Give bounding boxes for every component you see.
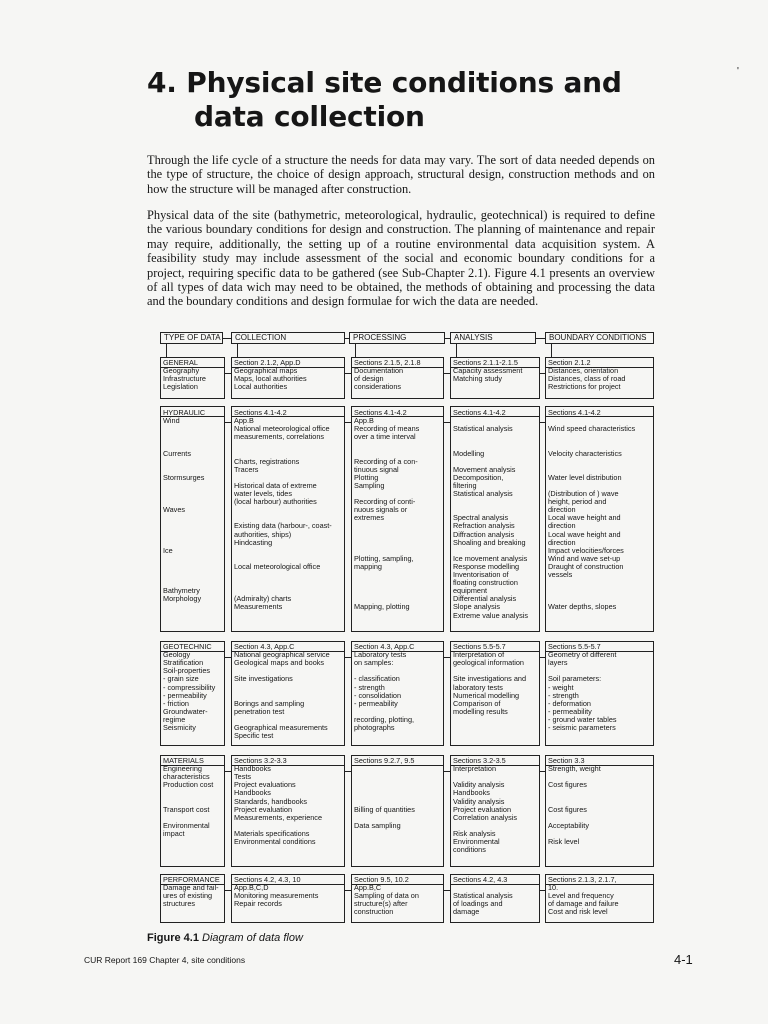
cell-heading: Section 2.1.2, App.D [234, 358, 301, 367]
cell-line: Statistical analysis [453, 489, 513, 498]
cell-line: Specific test [234, 731, 274, 741]
cell-line: Materials specifications [234, 828, 310, 838]
cell-line: ures of existing [163, 891, 213, 901]
cell-line: Wind and wave set-up [548, 553, 621, 563]
cell-line: Wind speed characteristics [548, 424, 636, 434]
cell-line: Currents [163, 448, 191, 458]
cell-line: Maps, local authorities [234, 374, 307, 384]
cell-line: photographs [354, 723, 395, 732]
cell-line: impact [163, 828, 185, 838]
cell-line: - deformation [548, 698, 591, 708]
cell-line: Differential analysis [453, 594, 517, 604]
cell-heading: GENERAL [163, 358, 198, 367]
cell-heading: Sections 4.2, 4.3, 10 [234, 875, 301, 884]
cell-line: - classification [354, 674, 400, 684]
cell-line: Project evaluation [453, 804, 512, 814]
cell-heading: Sections 2.1.3, 2.1.7, [548, 875, 617, 884]
column-connector [225, 422, 231, 423]
cell-line: - friction [163, 698, 189, 708]
cell-line: Plotting, sampling, [354, 553, 414, 563]
column-header: PROCESSING [349, 332, 445, 344]
cell-line: Geography [163, 366, 200, 376]
cell-line: Movement analysis [453, 464, 516, 474]
column-connector [225, 657, 231, 658]
cell-heading: Section 4.3, App.C [234, 642, 295, 651]
cell-heading: Sections 2.1.1-2.1.5 [453, 358, 518, 367]
footer-report: CUR Report 169 Chapter 4, site conditions [84, 955, 246, 965]
column-connector [540, 373, 545, 374]
cell-line: Recording of conti- [354, 497, 416, 507]
cell-heading: Sections 3.2-3.3 [234, 756, 287, 765]
cell-line: App.B [234, 416, 254, 426]
cell-line: Charts, registrations [234, 456, 300, 466]
cell-heading: Sections 4.1-4.2 [234, 408, 287, 417]
cell-line: Distances, orientation [548, 366, 619, 376]
header-connector [536, 338, 545, 339]
cell-line: - permeability [354, 698, 398, 708]
cell-line: over a time interval [354, 432, 416, 442]
cell-line: Shoaling and breaking [453, 537, 526, 547]
column-connector [444, 373, 450, 374]
cell-line: Comparison of [453, 698, 501, 708]
column-connector [225, 771, 231, 772]
cell-line: Sampling [354, 480, 385, 490]
cell-line: - compressibility [163, 682, 216, 692]
cell-line: Acceptability [548, 820, 589, 830]
cell-line: Environmental [453, 837, 500, 846]
cell-line: Validity analysis [453, 796, 505, 806]
physical-data-paragraph: Physical data of the site (bathymetric, meteorological, hydraulic, geotechnical) is required to define the various boundary conditions for design and construction. The planning of maintenance and repair may require, additionally, the setting up of a routine environmental data acquisition system. A feasibility study may include assessment of the social and economic boundary conditions for a project, requiring specific data to be gathered (see Sub-Chapter 2.1). Figure 4.1 presents an overview of all types of data wich may need to be obtained, the methods of obtaining and processing the data and the boundary conditions and design formulae for wich the data are needed. [147, 208, 655, 309]
cell-line: direction [548, 521, 576, 531]
cell-heading: Section 4.3, App.C [354, 642, 415, 651]
cell-line: Inventorisation of [453, 570, 509, 579]
cell-heading: MATERIALS [163, 756, 204, 765]
chapter-title-line1: 4. Physical site conditions and [147, 66, 622, 99]
cell-line: tinuous signal [354, 464, 399, 474]
cell-line: Existing data (harbour-, coast- [234, 521, 332, 531]
cell-heading: Section 9.5, 10.2 [354, 875, 409, 884]
cell-line: - consolidation [354, 690, 402, 700]
cell-line: Site investigations and [453, 674, 527, 684]
cell-line: Standards, handbooks [234, 796, 308, 806]
cell-line: nuous signals or [354, 505, 408, 515]
cell-line: - strength [354, 682, 385, 692]
intro-paragraph: Through the life cycle of a structure the needs for data may vary. The sort of data needed depends on the type of structure, the choice of design approach, structural design, construction methods and on how the structure will be managed after construction. [147, 153, 655, 196]
cell-line: construction [354, 907, 394, 917]
cell-line: Documentation [354, 366, 404, 376]
cell-heading: Sections 5.5-5.7 [548, 642, 601, 651]
cell-line: Local authorities [234, 382, 288, 392]
cell-line: Risk level [548, 837, 580, 846]
cell-line: Water level distribution [548, 472, 622, 482]
cell-line: Project evaluations [234, 780, 296, 790]
column-connector [225, 373, 231, 374]
cell-heading: Sections 4.1-4.2 [548, 408, 601, 417]
column-connector [345, 657, 351, 658]
chapter-title-line2: data collection [194, 100, 425, 133]
cell-line: penetration test [234, 706, 285, 716]
figure-label: Figure 4.1 [147, 932, 199, 944]
cell-heading: PERFORMANCE [163, 875, 220, 884]
cell-line: Groundwater- [163, 706, 208, 716]
cell-line: Statistical analysis [453, 424, 513, 434]
cell-line: Statistical analysis [453, 891, 513, 901]
cell-line: on samples: [354, 658, 394, 668]
cell-line: Environmental conditions [234, 837, 316, 846]
column-header: COLLECTION [231, 332, 345, 344]
cell-line: Geometry of different [548, 650, 617, 660]
cell-line: (local harbour) authorities [234, 497, 317, 507]
column-connector [540, 771, 545, 772]
cell-line: Bathymetry [163, 586, 200, 596]
cell-line: Matching study [453, 374, 503, 384]
cell-line: - ground water tables [548, 714, 617, 724]
column-connector [540, 422, 545, 423]
cell-line: Geology [163, 650, 191, 660]
column-header: ANALYSIS [450, 332, 536, 344]
cell-line: - permeability [163, 690, 207, 700]
cell-line: App.B,C [354, 883, 382, 893]
cell-line: Numerical modelling [453, 690, 520, 700]
cell-line: Diffraction analysis [453, 529, 515, 539]
cell-line: structures [163, 899, 196, 909]
cell-rule [545, 884, 654, 885]
column-connector [345, 373, 351, 374]
page-number: 4-1 [674, 952, 693, 967]
cell-heading: HYDRAULIC [163, 408, 206, 417]
cell-line: authorities, ships) [234, 529, 292, 539]
cell-line: Stormsurges [163, 472, 205, 482]
cell-line: Tests [234, 772, 252, 782]
cell-line: Local wave height and [548, 529, 621, 539]
header-connector [445, 338, 450, 339]
cell-heading: Sections 5.5-5.7 [453, 642, 506, 651]
header-link [551, 344, 552, 357]
column-connector [444, 771, 450, 772]
cell-line: geological information [453, 658, 524, 668]
header-link [355, 344, 356, 357]
cell-line: Water depths, slopes [548, 602, 617, 612]
cell-line: of loadings and [453, 899, 503, 909]
cell-line: App.B,C,D [234, 883, 269, 893]
cell-line: Handbooks [234, 764, 271, 774]
cell-line: Engineering [163, 764, 202, 774]
cell-line: Borings and sampling [234, 698, 305, 708]
cell-line: Slope analysis [453, 602, 501, 612]
cell-line: Cost figures [548, 780, 587, 790]
column-connector [444, 657, 450, 658]
column-header: BOUNDARY CONDITIONS [545, 332, 654, 344]
header-link [456, 344, 457, 357]
column-connector [444, 422, 450, 423]
cell-line: Site investigations [234, 674, 293, 684]
cell-line: Measurements, experience [234, 812, 323, 822]
column-connector [444, 890, 450, 891]
cell-line: Hindcasting [234, 537, 273, 547]
cell-rule [351, 765, 444, 766]
cell-line: - seismic parameters [548, 723, 616, 732]
cell-line: Ice [163, 545, 173, 555]
cell-line: Velocity characteristics [548, 448, 622, 458]
cell-line: Spectral analysis [453, 513, 509, 523]
header-connector [345, 338, 349, 339]
cell-line: Waves [163, 505, 186, 515]
cell-line: layers [548, 658, 568, 668]
cell-line: Modelling [453, 448, 485, 458]
cell-line: Transport cost [163, 804, 210, 814]
cell-line: Recording of a con- [354, 456, 418, 466]
column-connector [345, 890, 351, 891]
cell-line: measurements, correlations [234, 432, 325, 442]
cell-line: Historical data of extreme [234, 480, 317, 490]
cell-line: Geographical maps [234, 366, 298, 376]
cell-line: Handbooks [453, 788, 490, 798]
cell-line: floating construction [453, 578, 518, 588]
cell-line: Plotting [354, 472, 379, 482]
cell-line: Local wave height and [548, 513, 621, 523]
cell-line: Recording of means [354, 424, 420, 434]
cell-line: Tracers [234, 464, 259, 474]
cell-rule [450, 884, 540, 885]
cell-line: Interpretation of [453, 650, 505, 660]
cell-line: Sampling of data on [354, 891, 419, 901]
column-connector [540, 657, 545, 658]
cell-heading: Sections 9.2.7, 9.5 [354, 756, 415, 765]
cell-line: conditions [453, 845, 486, 855]
cell-line: vessels [548, 570, 573, 579]
cell-line: mapping [354, 561, 382, 571]
column-connector [225, 890, 231, 891]
cell-line: Production cost [163, 780, 214, 790]
cell-line: equipment [453, 586, 488, 596]
cell-heading: Sections 3.2-3.5 [453, 756, 506, 765]
cell-heading: Section 3.3 [548, 756, 585, 765]
cell-line: Billing of quantities [354, 804, 415, 814]
cell-line: damage [453, 907, 480, 917]
cell-heading: Sections 4.2, 4.3 [453, 875, 508, 884]
cell-line: Restrictions for project [548, 382, 621, 392]
cell-line: Infrastructure [163, 374, 206, 384]
cell-line: Response modelling [453, 561, 520, 571]
cell-line: Damage and fail- [163, 883, 219, 893]
cell-line: filtering [453, 480, 477, 490]
cell-line: - weight [548, 682, 574, 692]
cell-line: Monitoring measurements [234, 891, 319, 901]
cell-line: characteristics [163, 772, 210, 782]
cell-line: Soil parameters: [548, 674, 602, 684]
cell-line: National meteorological office [234, 424, 330, 434]
cell-heading: Sections 4.1-4.2 [354, 408, 407, 417]
cell-line: App.B [354, 416, 374, 426]
cell-line: Data sampling [354, 820, 401, 830]
cell-line: Correlation analysis [453, 812, 518, 822]
cell-line: Stratification [163, 658, 204, 668]
column-connector [540, 890, 545, 891]
cell-line: Level and frequency [548, 891, 614, 901]
cell-line: Ice movement analysis [453, 553, 528, 563]
cell-line: of damage and failure [548, 899, 619, 909]
cell-line: recording, plotting, [354, 714, 415, 724]
cell-line: Geographical measurements [234, 723, 328, 732]
header-link [237, 344, 238, 357]
cell-line: Impact velocities/forces [548, 545, 624, 555]
cell-line: Laboratory tests [354, 650, 407, 660]
cell-line: direction [548, 537, 576, 547]
cell-line: Decomposition, [453, 472, 504, 482]
cell-line: Local meteorological office [234, 561, 321, 571]
cell-line: - strength [548, 690, 579, 700]
cell-line: Cost and risk level [548, 907, 608, 917]
cell-heading: GEOTECHNIC [163, 642, 212, 651]
cell-line: modelling results [453, 706, 508, 716]
cell-heading: Sections 2.1.5, 2.1.8 [354, 358, 421, 367]
cell-line: regime [163, 714, 186, 724]
cell-line: Cost figures [548, 804, 587, 814]
cell-line: Legislation [163, 382, 198, 392]
cell-line: structure(s) after [354, 899, 408, 909]
cell-line: (Distribution of ) wave [548, 489, 619, 498]
cell-line: extremes [354, 513, 385, 523]
cell-line: Wind [163, 416, 180, 426]
figure-title: Diagram of data flow [202, 932, 303, 944]
cell-line: - permeability [548, 706, 592, 716]
column-connector [345, 771, 351, 772]
cell-line: laboratory tests [453, 682, 503, 692]
cell-line: Extreme value analysis [453, 610, 529, 620]
cell-line: (Admiralty) charts [234, 594, 292, 604]
cell-line: direction [548, 505, 576, 515]
cell-line: Draught of construction [548, 561, 624, 571]
cell-line: considerations [354, 382, 402, 392]
cell-line: Environmental [163, 820, 210, 830]
cell-line: Validity analysis [453, 780, 505, 790]
cell-line: water levels, tides [234, 489, 292, 498]
cell-line: of design [354, 374, 384, 384]
cell-line: Project evaluation [234, 804, 293, 814]
cell-line: Mapping, plotting [354, 602, 410, 612]
header-connector [223, 338, 231, 339]
cell-line: Risk analysis [453, 828, 496, 838]
cell-heading: Section 2.1.2 [548, 358, 591, 367]
cell-heading: Sections 4.1-4.2 [453, 408, 506, 417]
cell-line: height, period and [548, 497, 607, 507]
figure-caption [147, 932, 303, 944]
chapter-title [147, 66, 622, 134]
cell-line: Repair records [234, 899, 282, 909]
header-link [166, 344, 167, 357]
cell-line: Soil-properties [163, 666, 211, 676]
cell-line: Interpretation [453, 764, 496, 774]
cell-line: Handbooks [234, 788, 271, 798]
cell-line: Strength, weight [548, 764, 601, 774]
cell-line: Geological maps and books [234, 658, 325, 668]
cell-line: Measurements [234, 602, 283, 612]
cell-line: - grain size [163, 674, 199, 684]
cell-line: Morphology [163, 594, 202, 604]
column-connector [345, 422, 351, 423]
margin-mark: ' [737, 66, 739, 77]
cell-line: Seismicity [163, 723, 196, 732]
cell-line: Refraction analysis [453, 521, 515, 531]
cell-line: Distances, class of road [548, 374, 626, 384]
column-header: TYPE OF DATA [160, 332, 223, 344]
cell-line: Capacity assessment [453, 366, 523, 376]
cell-line: 10. [548, 883, 559, 893]
cell-line: National geographical service [234, 650, 330, 660]
